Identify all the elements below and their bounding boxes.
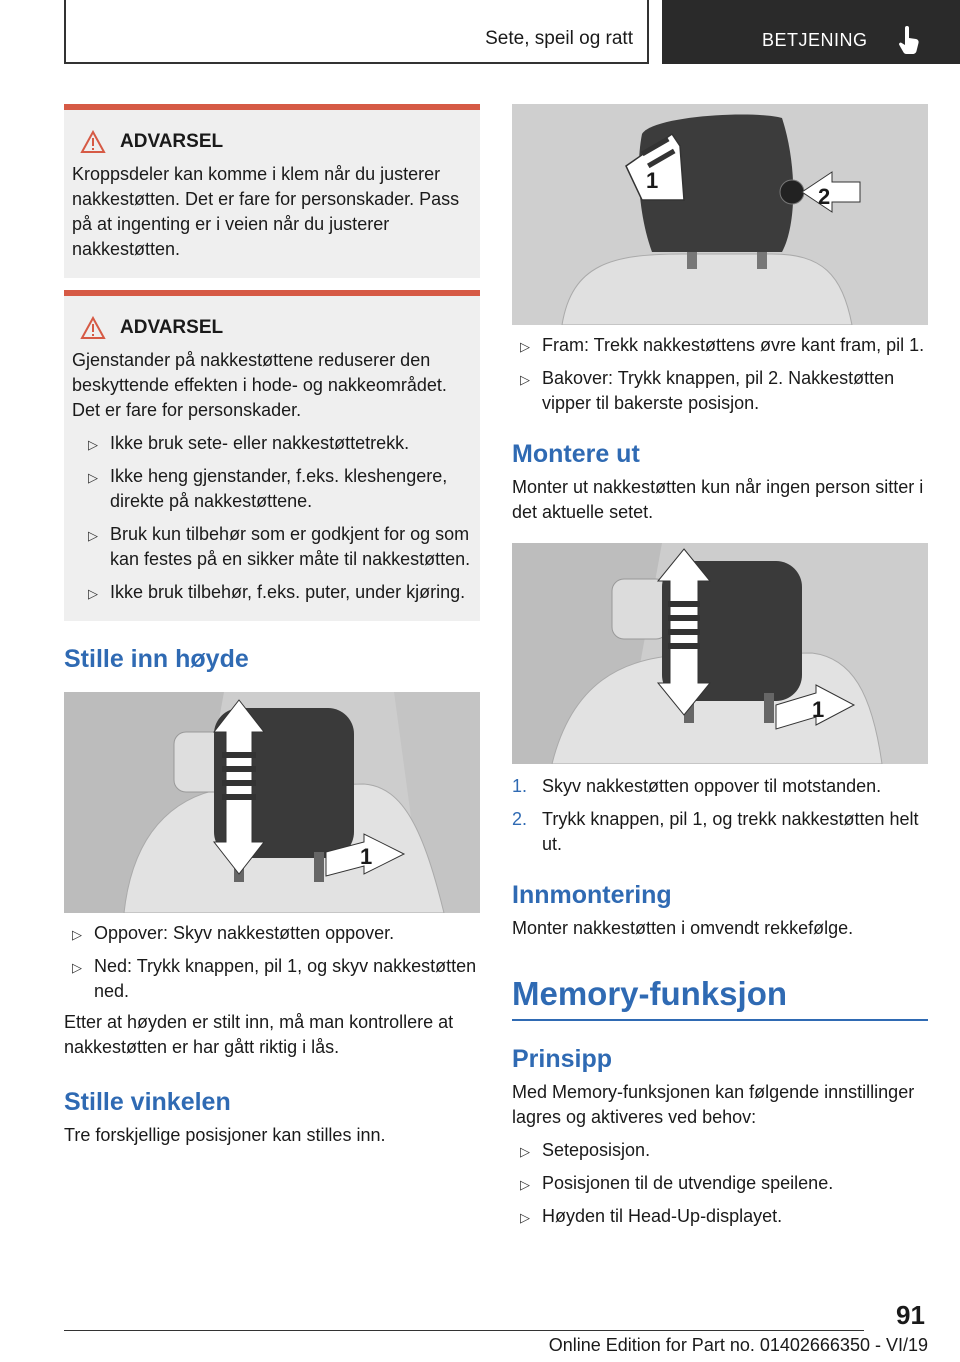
arrow-label-2: 2 (818, 184, 831, 209)
remove-steps (512, 774, 928, 857)
bullet-triangle-icon: ▷ (72, 960, 82, 975)
bullet-triangle-icon: ▷ (520, 1177, 530, 1192)
list-item-text: Fram: Trekk nakkestøttens øvre kant fram, pil 1. (542, 335, 925, 355)
arrow-label-1: 1 (360, 844, 373, 869)
header-section-box (64, 0, 649, 64)
warning-text: Gjenstander på nakkestøttene reduserer den beskyttende effekten i hode- og nakkeområdet. Det er fare for personskader. (72, 350, 447, 420)
bullet-triangle-icon: ▷ (88, 586, 98, 601)
warning-box-objects (64, 290, 480, 621)
bullet-triangle-icon: ▷ (520, 339, 530, 354)
warning-title-row (80, 130, 472, 154)
principle-text: Med Memory-funksjonen kan følgende innstillinger lagres og aktiveres ved behov: (512, 1082, 915, 1127)
list-item (80, 522, 472, 572)
headrest-remove-illustration (512, 543, 928, 764)
list-item-text: Ikke heng gjenstander, f.eks. kleshengere, direkte på nakkestøttene. (110, 466, 448, 511)
warning-triangle-icon (80, 316, 106, 340)
bullet-triangle-icon: ▷ (88, 437, 98, 452)
list-item (512, 333, 928, 358)
footer-divider (64, 1330, 864, 1331)
step-number: 2. (512, 809, 528, 829)
section-heading-height: Stille inn høyde (64, 645, 249, 673)
list-item (512, 774, 928, 799)
step-text: Trykk knappen, pil 1, og trekk nakkestøtten helt ut. (542, 809, 919, 854)
list-item-text: Posisjonen til de utvendige speilene. (542, 1173, 834, 1193)
headrest-angle-illustration (512, 104, 928, 325)
list-item (80, 431, 472, 456)
arrow-label-1: 1 (646, 168, 659, 193)
bullet-triangle-icon: ▷ (520, 372, 530, 387)
list-item (512, 807, 928, 857)
header-section-title: Sete, speil og ratt (485, 28, 633, 49)
list-item-text: Seteposisjon. (542, 1140, 651, 1160)
hand-pointer-icon (898, 26, 920, 54)
list-item (512, 1204, 928, 1229)
figure-headrest-remove (512, 543, 928, 764)
footer-edition: Online Edition for Part no. 01402666350 - VI/19 (548, 1335, 928, 1355)
bullet-triangle-icon: ▷ (520, 1210, 530, 1225)
section-heading-angle: Stille vinkelen (64, 1088, 231, 1116)
angle-text: Tre forskjellige posisjoner kan stilles inn. (64, 1125, 386, 1145)
list-item (512, 1138, 928, 1163)
chapter-title-memory: Memory-funksjon (512, 975, 928, 1021)
warning-title-row (80, 316, 472, 340)
step-number: 1. (512, 776, 528, 796)
section-heading-remove: Montere ut (512, 440, 640, 468)
section-heading-principle: Prinsipp (512, 1045, 613, 1073)
list-item (512, 366, 928, 416)
warning-title: ADVARSEL (120, 317, 224, 338)
list-item (80, 580, 472, 605)
height-list (64, 921, 480, 1004)
left-column (64, 104, 480, 1148)
warning-text: Kroppsdeler kan komme i klem når du justerer nakkestøtten. Det er fare for personskader. Pass på at ingenting er i veien når du justerer nakkestøtten. (72, 164, 460, 259)
warning-box-pinch (64, 104, 480, 278)
list-item-text: Ikke bruk tilbehør, f.eks. puter, under kjøring. (110, 582, 466, 602)
arrow-label-1: 1 (812, 697, 825, 722)
warning-list (80, 431, 472, 605)
page-number: 91 (896, 1300, 925, 1330)
list-item-text: Høyden til Head-Up-displayet. (542, 1206, 783, 1226)
bullet-triangle-icon: ▷ (520, 1144, 530, 1159)
header-chapter-title: BETJENING (762, 30, 868, 50)
list-item-text: Bruk kun tilbehør som er godkjent for og som kan festes på en sikker måte til nakkestøtten. (110, 524, 471, 569)
bullet-triangle-icon: ▷ (72, 927, 82, 942)
warning-triangle-icon (80, 130, 106, 154)
list-item-text: Oppover: Skyv nakkestøtten oppover. (94, 923, 395, 943)
warning-title: ADVARSEL (120, 131, 224, 152)
list-item (512, 1171, 928, 1196)
right-column (512, 104, 928, 1229)
figure-headrest-angle (512, 104, 928, 325)
list-item (64, 921, 480, 946)
step-text: Skyv nakkestøtten oppover til motstanden. (542, 776, 882, 796)
figure-headrest-height (64, 692, 480, 913)
memory-list (512, 1138, 928, 1229)
bullet-triangle-icon: ▷ (88, 470, 98, 485)
height-note: Etter at høyden er stilt inn, må man kontrollere at nakkestøtten er har gått riktig i lås. (64, 1012, 454, 1057)
headrest-height-illustration (64, 692, 480, 913)
remove-text: Monter ut nakkestøtten kun når ingen person sitter i det aktuelle setet. (512, 477, 924, 522)
list-item-text: Ikke bruk sete- eller nakkestøttetrekk. (110, 433, 410, 453)
bullet-triangle-icon: ▷ (88, 528, 98, 543)
list-item-text: Ned: Trykk knappen, pil 1, og skyv nakkestøtten ned. (94, 956, 477, 1001)
install-text: Monter nakkestøtten i omvendt rekkefølge. (512, 918, 854, 938)
list-item-text: Bakover: Trykk knappen, pil 2. Nakkestøtten vipper til bakerste posisjon. (542, 368, 895, 413)
section-heading-install: Innmontering (512, 881, 672, 909)
header-chapter-tab[interactable] (662, 0, 960, 64)
angle-list (512, 333, 928, 416)
list-item (64, 954, 480, 1004)
list-item (80, 464, 472, 514)
